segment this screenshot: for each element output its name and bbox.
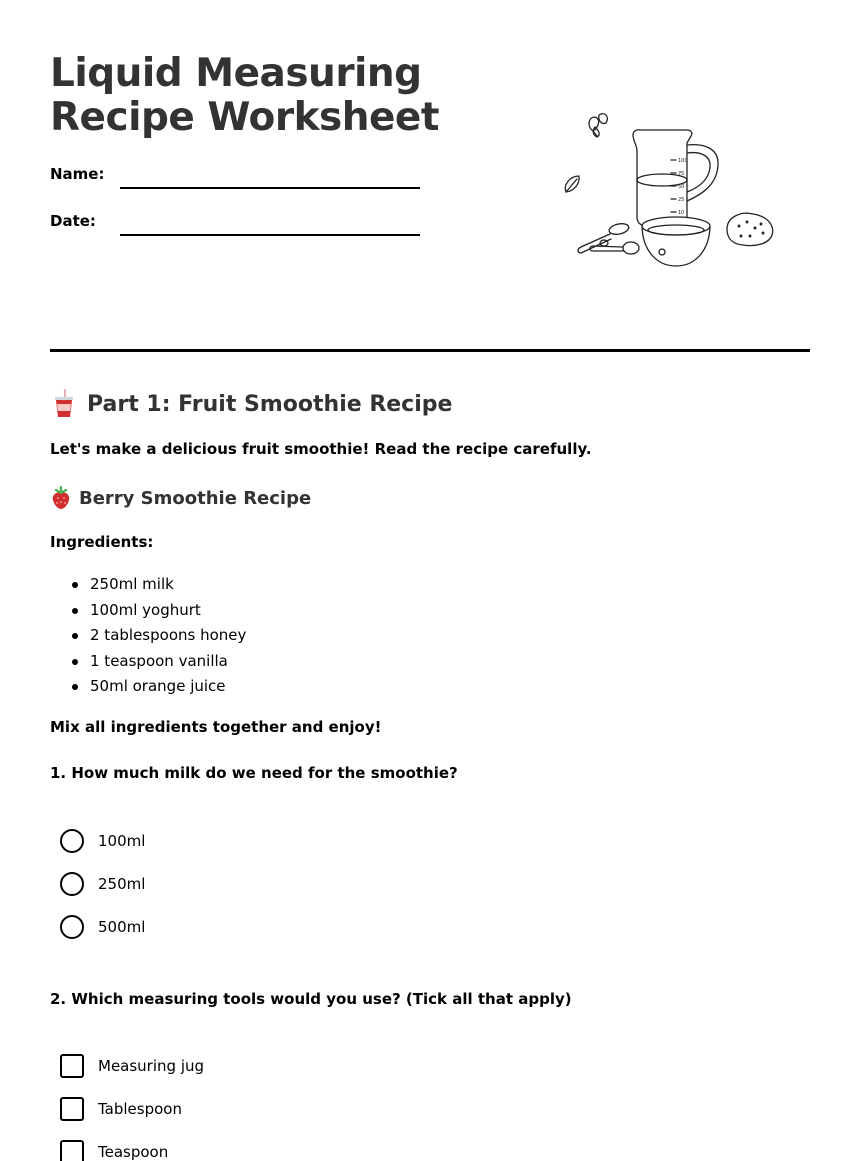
recipe-heading-text: Berry Smoothie Recipe <box>79 487 312 509</box>
option-label: 250ml <box>98 875 146 893</box>
radio-button[interactable] <box>60 872 84 896</box>
jug-mark-label: 25 <box>678 197 685 203</box>
checkbox[interactable] <box>60 1054 84 1078</box>
q1-option-500ml[interactable] <box>60 915 145 939</box>
strawberry-icon <box>50 486 72 510</box>
measuring-tools-illustration <box>555 105 780 270</box>
smoothie-cup-icon <box>50 389 78 419</box>
q2-option-measuring-jug[interactable] <box>60 1054 204 1078</box>
checkbox[interactable] <box>60 1140 84 1161</box>
leaf-icon <box>565 176 579 192</box>
option-label: Measuring jug <box>98 1057 205 1075</box>
jug-mark-label: 10 <box>678 210 685 216</box>
intro-text: Let's make a delicious fruit smoothie! Read the recipe carefully. <box>50 440 592 458</box>
title-line-1: Liquid Measuring <box>50 51 422 96</box>
radio-button[interactable] <box>60 915 84 939</box>
option-label: 500ml <box>98 918 146 936</box>
page-title <box>50 52 470 140</box>
bread-roll-icon <box>727 213 773 245</box>
list-item: 2 tablespoons honey <box>70 623 246 649</box>
name-field[interactable] <box>120 187 420 189</box>
jug-mark-label: 75 <box>678 171 685 177</box>
part-1-heading <box>50 389 452 419</box>
recipe-heading <box>50 486 311 510</box>
date-field[interactable] <box>120 234 420 236</box>
radio-button[interactable] <box>60 829 84 853</box>
bowl-icon <box>642 217 710 266</box>
q2-option-teaspoon[interactable] <box>60 1140 168 1161</box>
q1-option-100ml[interactable] <box>60 829 145 853</box>
question-2-text: 2. Which measuring tools would you use? (Tick all that apply) <box>50 990 572 1008</box>
title-line-2: Recipe Worksheet <box>50 95 440 140</box>
list-item: 50ml orange juice <box>70 674 246 700</box>
list-item: 250ml milk <box>70 572 246 598</box>
option-label: 100ml <box>98 832 146 850</box>
name-label: Name: <box>50 165 105 183</box>
section-divider <box>50 349 810 352</box>
ingredients-label: Ingredients: <box>50 533 154 551</box>
jug-mark-label: 100 <box>678 158 688 164</box>
list-item: 100ml yoghurt <box>70 598 246 624</box>
checkbox[interactable] <box>60 1097 84 1121</box>
jug-mark-label: 50 <box>678 184 685 190</box>
closing-instruction: Mix all ingredients together and enjoy! <box>50 718 382 736</box>
question-1-text: 1. How much milk do we need for the smoothie? <box>50 764 458 782</box>
option-label: Tablespoon <box>98 1100 182 1118</box>
ingredient-list <box>70 572 246 700</box>
mint-leaf-icon <box>589 114 607 137</box>
measuring-jug-icon <box>633 130 718 226</box>
date-label: Date: <box>50 212 96 230</box>
part-1-heading-text: Part 1: Fruit Smoothie Recipe <box>87 391 453 417</box>
measuring-spoons-icon <box>578 222 639 254</box>
q2-option-tablespoon[interactable] <box>60 1097 182 1121</box>
list-item: 1 teaspoon vanilla <box>70 649 246 675</box>
q1-option-250ml[interactable] <box>60 872 145 896</box>
option-label: Teaspoon <box>98 1143 169 1161</box>
